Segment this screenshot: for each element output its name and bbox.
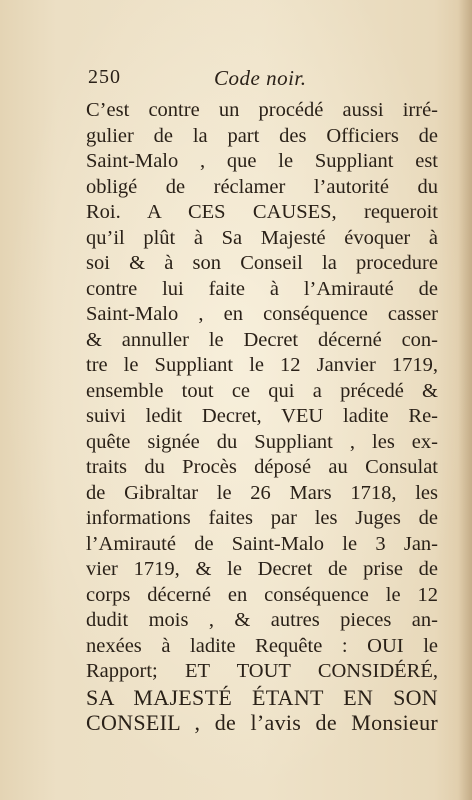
text-line: Saint-Malo , que le Suppliant est: [86, 150, 438, 172]
text-line: C’est contre un procédé aussi irré-: [86, 99, 438, 121]
text-line: tre le Suppliant le 12 Janvier 1719,: [86, 354, 438, 376]
text-line: Saint-Malo , en conséquence casser: [86, 303, 438, 325]
text-line: soi & à son Conseil la procedure: [86, 252, 438, 274]
text-line: & annuller le Decret décerné con-: [86, 328, 438, 351]
text-line: gulier de la part des Officiers de: [86, 124, 438, 147]
text-line: quête signée du Suppliant , les ex-: [86, 430, 438, 453]
page-header: [88, 66, 388, 92]
page-edge-shadow: [458, 0, 472, 800]
text-line: obligé de réclamer l’autorité du: [86, 175, 438, 198]
text-line: Roi. A CES CAUSES, requeroit: [86, 201, 438, 223]
text-line: dudit mois , & autres pieces an-: [86, 609, 438, 631]
text-line: qu’il plût à Sa Majesté évoquer à: [86, 226, 438, 249]
body-text: [86, 98, 438, 736]
page-number: 250: [88, 66, 121, 88]
text-line: suivi ledit Decret, VEU ladite Re-: [86, 405, 438, 427]
text-line: corps décerné en conséquence le 12: [86, 583, 438, 606]
text-line: nexées à ladite Requête : OUI le: [86, 634, 438, 657]
running-title: Code noir.: [214, 66, 307, 90]
text-line: ensemble tout ce qui a précedé &: [86, 379, 438, 402]
text-line: Rapport; ET TOUT CONSIDÉRÉ,: [86, 660, 438, 682]
text-line: CONSEIL , de l’avis de Monsieur: [86, 710, 438, 735]
text-line: de Gibraltar le 26 Mars 1718, les: [86, 481, 438, 504]
text-line: contre lui faite à l’Amirauté de: [86, 277, 438, 300]
text-line: vier 1719, & le Decret de prise de: [86, 558, 438, 580]
text-line: SA MAJESTÉ ÉTANT EN SON: [86, 684, 438, 710]
text-line: traits du Procès déposé au Consulat: [86, 456, 438, 478]
text-line: l’Amirauté de Saint-Malo le 3 Jan-: [86, 532, 438, 555]
text-line: informations faites par les Juges de: [86, 507, 438, 529]
